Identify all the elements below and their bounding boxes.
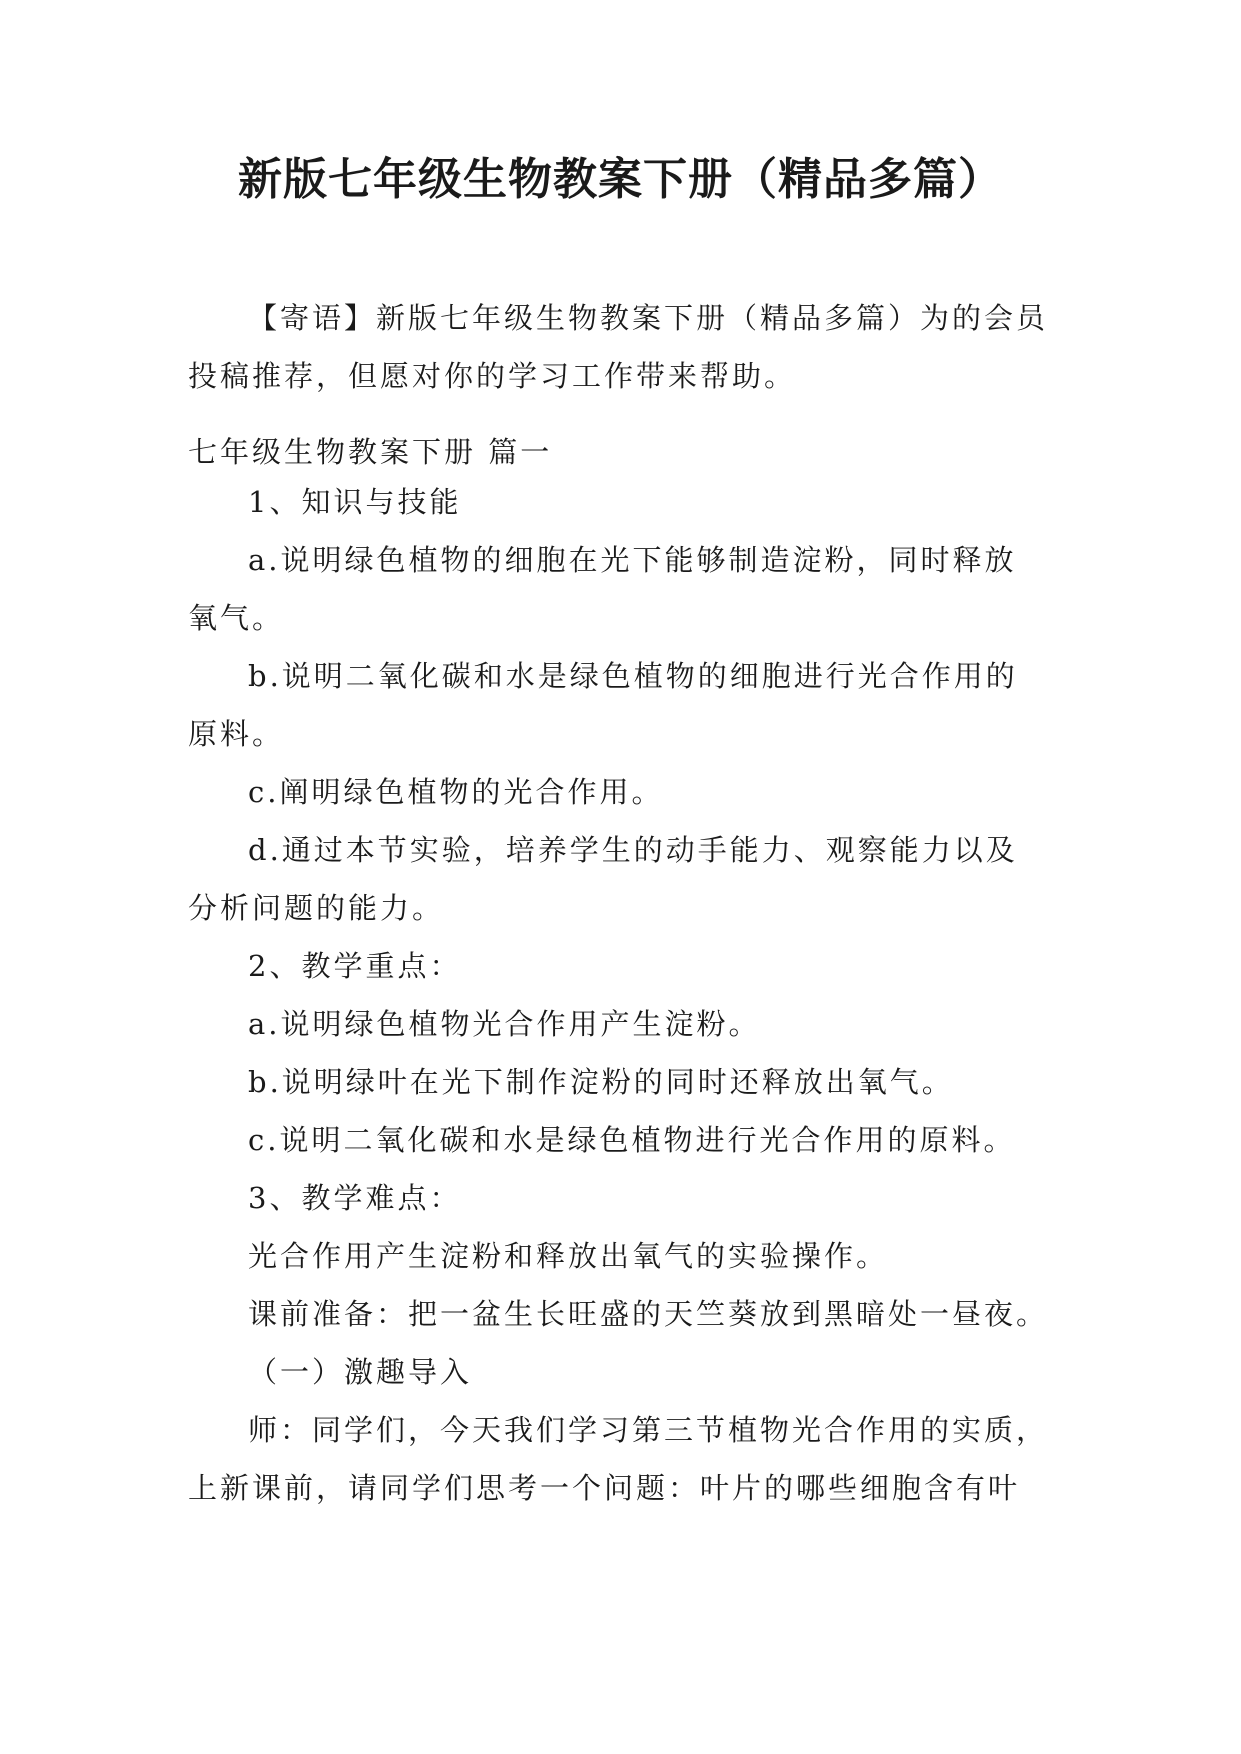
paragraph: 课前准备：把一盆生长旺盛的天竺葵放到黑暗处一昼夜。 — [248, 1297, 1049, 1331]
paragraph: 1、知识与技能 — [248, 485, 462, 519]
paragraph: a.说明绿色植物光合作用产生淀粉。 — [248, 1007, 761, 1041]
paragraph: d.通过本节实验，培养学生的动手能力、观察能力以及分析问题的能力。 — [188, 833, 1018, 925]
paragraph: 2、教学重点： — [248, 949, 462, 983]
paragraph: a.说明绿色植物的细胞在光下能够制造淀粉，同时释放氧气。 — [188, 543, 1017, 635]
paragraph: b.说明二氧化碳和水是绿色植物的细胞进行光合作用的原料。 — [188, 659, 1018, 751]
document-body — [188, 289, 1048, 1517]
paragraph: 师：同学们，今天我们学习第三节植物光合作用的实质，上新课前，请同学们思考一个问题：叶片的哪些细胞含有叶 — [188, 1413, 1049, 1505]
spacer — [188, 405, 1048, 423]
section-heading: 七年级生物教案下册 篇一 — [188, 435, 553, 469]
paragraph: c.说明二氧化碳和水是绿色植物进行光合作用的原料。 — [248, 1123, 1016, 1157]
paragraph: 光合作用产生淀粉和释放出氧气的实验操作。 — [248, 1239, 889, 1273]
paragraph: 3、教学难点： — [248, 1181, 462, 1215]
document-title: 新版七年级生物教案下册（精品多篇） — [238, 154, 1003, 205]
paragraph: b.说明绿叶在光下制作淀粉的同时还释放出氧气。 — [248, 1065, 954, 1099]
paragraph: c.阐明绿色植物的光合作用。 — [248, 775, 664, 809]
intro-paragraph: 【寄语】新版七年级生物教案下册（精品多篇）为的会员投稿推荐，但愿对你的学习工作带来帮助。 — [188, 301, 1049, 393]
paragraph: （一）激趣导入 — [248, 1355, 473, 1389]
